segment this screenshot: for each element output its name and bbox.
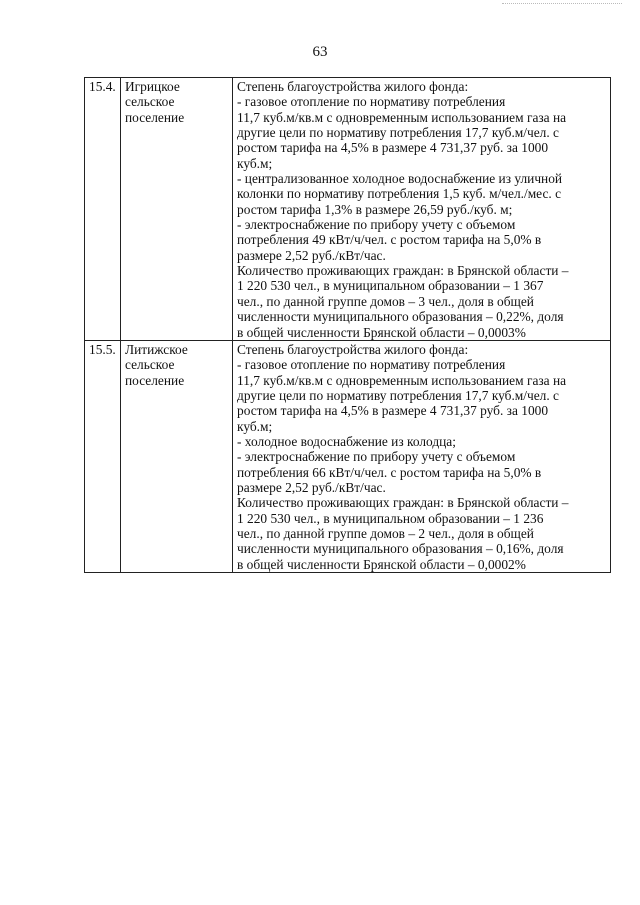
description-line: колонки по нормативу потребления 1,5 куб. м/чел./мес. с [237, 186, 562, 202]
description-line: - газовое отопление по нормативу потребления [237, 94, 506, 110]
description-line: ростом тарифа 1,3% в размере 26,59 руб./куб. м; [237, 201, 513, 217]
description-line: потребления 49 кВт/ч/чел. с ростом тарифа на 5,0% в [237, 232, 542, 248]
description-line: чел., по данной группе домов – 2 чел., доля в общей [237, 525, 534, 541]
table-row [85, 340, 611, 572]
description-line: Количество проживающих граждан: в Брянской области – [237, 263, 569, 279]
settlement-name-line: поселение [125, 372, 185, 388]
table-row [85, 78, 611, 341]
settlement-name-line: сельское [125, 357, 175, 373]
description-line: Степень благоустройства жилого фонда: [237, 341, 469, 357]
row-number: 15.5. [85, 340, 121, 572]
settlement-description [233, 340, 611, 572]
description-line: куб.м; [237, 418, 273, 434]
description-line: численности муниципального образования – 0,16%, доля [237, 541, 564, 557]
description-line: ростом тарифа на 4,5% в размере 4 731,37 руб. за 1000 [237, 140, 549, 156]
settlement-name-line: поселение [125, 109, 185, 125]
description-line: 11,7 куб.м/кв.м с одновременным использованием газа на [237, 109, 567, 125]
settlement-name-line: Литижское [125, 341, 188, 357]
scan-artifact-line [502, 3, 622, 5]
row-number: 15.4. [85, 78, 121, 341]
description-line: в общей численности Брянской области – 0,0002% [237, 556, 526, 572]
description-line: чел., по данной группе домов – 3 чел., доля в общей [237, 293, 534, 309]
description-line: другие цели по нормативу потребления 17,7 куб.м/чел. с [237, 387, 560, 403]
description-line: - электроснабжение по прибору учету с объемом [237, 449, 516, 465]
description-line: 1 220 530 чел., в муниципальном образовании – 1 367 [237, 278, 544, 294]
description-line: - холодное водоснабжение из колодца; [237, 433, 456, 449]
description-line: другие цели по нормативу потребления 17,7 куб.м/чел. с [237, 125, 560, 141]
description-line: размере 2,52 руб./кВт/час. [237, 479, 386, 495]
description-line: 1 220 530 чел., в муниципальном образовании – 1 236 [237, 510, 544, 526]
description-line: численности муниципального образования – 0,22%, доля [237, 309, 564, 325]
settlement-name [121, 340, 233, 572]
settlement-description [233, 78, 611, 341]
description-line: куб.м; [237, 155, 273, 171]
description-line: Степень благоустройства жилого фонда: [237, 79, 469, 94]
settlement-name [121, 78, 233, 341]
description-line: - электроснабжение по прибору учету с объемом [237, 217, 516, 233]
description-line: 11,7 куб.м/кв.м с одновременным использованием газа на [237, 372, 567, 388]
description-line: - централизованное холодное водоснабжение из уличной [237, 171, 563, 187]
description-line: размере 2,52 руб./кВт/час. [237, 247, 386, 263]
description-line: - газовое отопление по нормативу потребления [237, 357, 506, 373]
description-line: Количество проживающих граждан: в Брянской области – [237, 495, 569, 511]
description-line: ростом тарифа на 4,5% в размере 4 731,37 руб. за 1000 [237, 403, 549, 419]
page-number: 63 [312, 44, 328, 60]
description-line: в общей численности Брянской области – 0,0003% [237, 324, 526, 340]
settlement-name-line: Игрицкое [125, 79, 180, 94]
settlements-table [84, 77, 611, 573]
description-line: потребления 66 кВт/ч/чел. с ростом тарифа на 5,0% в [237, 464, 542, 480]
settlement-name-line: сельское [125, 94, 175, 110]
